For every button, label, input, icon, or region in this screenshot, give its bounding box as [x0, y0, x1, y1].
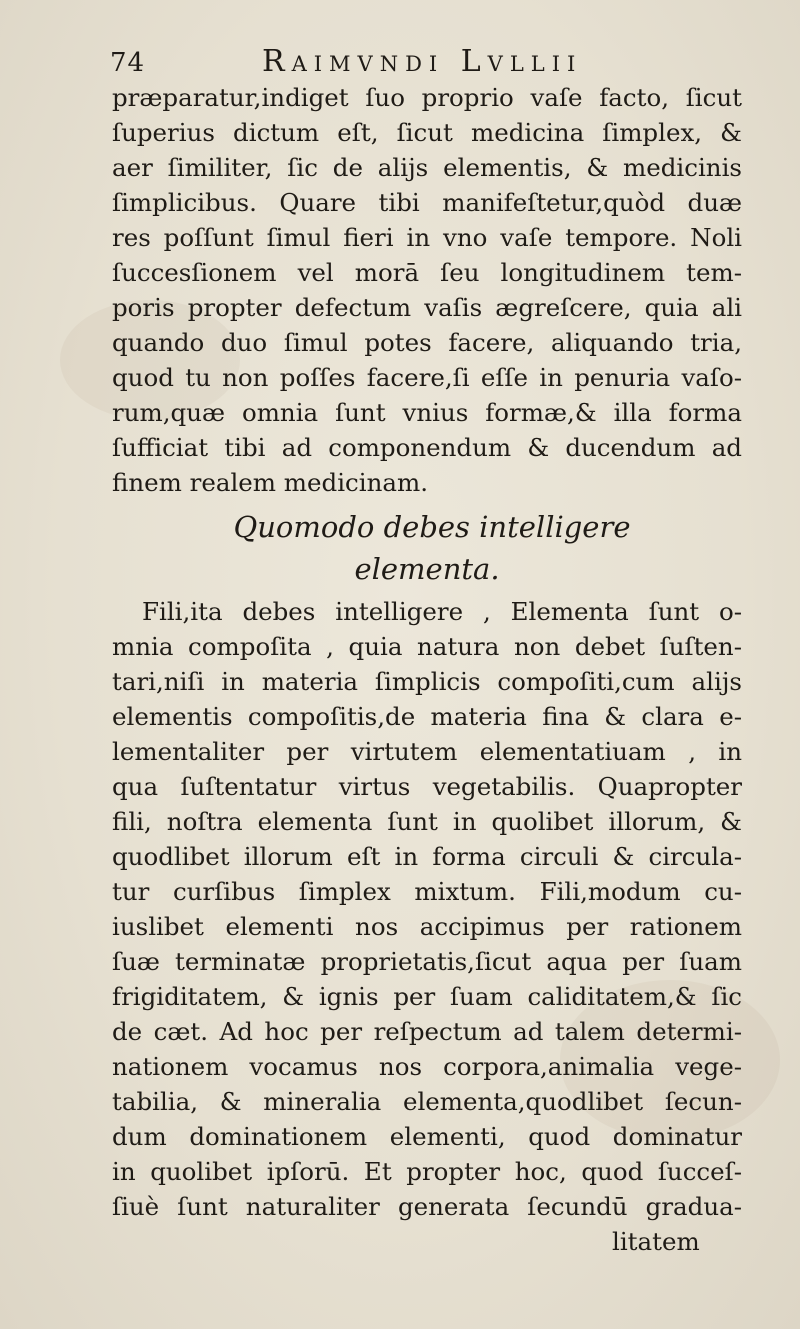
text-line: quod tu non poſſes facere,ſi eſſe in penuria vaſo- — [112, 363, 742, 392]
text-line: tur curſibus ſimplex mixtum. Fili,modum cu- — [112, 877, 742, 906]
section-heading-line-2: elementa. — [354, 552, 500, 586]
text-line: aer ſimiliter, ſic de alijs elementis, & medicinis — [112, 153, 742, 182]
text-line: ſiuè ſunt naturaliter generata ſecundū gradua- — [112, 1192, 742, 1221]
text-line: ſuperius dictum eſt, ſicut medicina ſimplex, & — [112, 118, 742, 147]
text-line: ſufficiat tibi ad componendum & ducendum ad — [112, 433, 742, 462]
paragraph-2 — [112, 594, 742, 1259]
text-line: tari,niſi in materia ſimplicis compoſiti,cum alijs — [112, 667, 742, 696]
text-line: frigiditatem, & ignis per ſuam caliditatem,& ſic — [112, 982, 742, 1011]
text-line: de cæt. Ad hoc per reſpectum ad talem determi- — [112, 1017, 742, 1046]
page-number: 74 — [110, 48, 146, 78]
text-line: ſimplicibus. Quare tibi manifeſtetur,quòd duæ — [112, 188, 742, 217]
text-line: iuslibet elementi nos accipimus per rationem — [112, 912, 742, 941]
text-line: dum dominationem elementi, quod dominatur — [112, 1122, 742, 1151]
text-line: nationem vocamus nos corpora,animalia vege- — [112, 1052, 742, 1081]
text-line: mnia compoſita , quia natura non debet ſuſten- — [112, 632, 742, 661]
text-line: præparatur,indiget ſuo proprio vaſe facto, ſicut — [112, 83, 742, 112]
text-line: finem realem medicinam. — [112, 468, 429, 497]
text-line: poris propter defectum vaſis ægreſcere, quia ali — [112, 293, 742, 322]
text-line: ſuæ terminatæ proprietatis,ſicut aqua per ſuam — [112, 947, 742, 976]
catchword-line: litatem — [612, 1227, 700, 1256]
text-line: elementis compoſitis,de materia fina & clara e- — [112, 702, 742, 731]
text-line: quodlibet illorum eſt in forma circuli & circula- — [112, 842, 742, 871]
text-line: res poſſunt ſimul fieri in vno vaſe tempore. Noli — [112, 223, 742, 252]
running-head: Raimvndi Lvllii — [262, 44, 583, 79]
text-line: quando duo ſimul potes facere, aliquando tria, — [112, 328, 742, 357]
text-line: lementaliter per virtutem elementatiuam , in — [112, 737, 742, 766]
text-line: ſuccesſionem vel morā ſeu longitudinem tem- — [112, 258, 742, 287]
text-block — [112, 80, 742, 1259]
text-line: rum,quæ omnia ſunt vnius formæ,& illa forma — [112, 398, 742, 427]
section-heading-line-1: Quomodo debes intelligere — [233, 510, 631, 544]
text-line: tabilia, & mineralia elementa,quodlibet ſecun- — [112, 1087, 742, 1116]
text-line: in quolibet ipſorū. Et propter hoc, quod ſucceſ- — [112, 1157, 742, 1186]
text-line: Fili,ita debes intelligere , Elementa ſunt o- — [142, 597, 742, 626]
paragraph-1 — [112, 80, 742, 500]
text-line: fili, noſtra elementa ſunt in quolibet illorum, & — [112, 807, 742, 836]
text-line: qua ſuſtentatur virtus vegetabilis. Quapropter — [112, 772, 742, 801]
